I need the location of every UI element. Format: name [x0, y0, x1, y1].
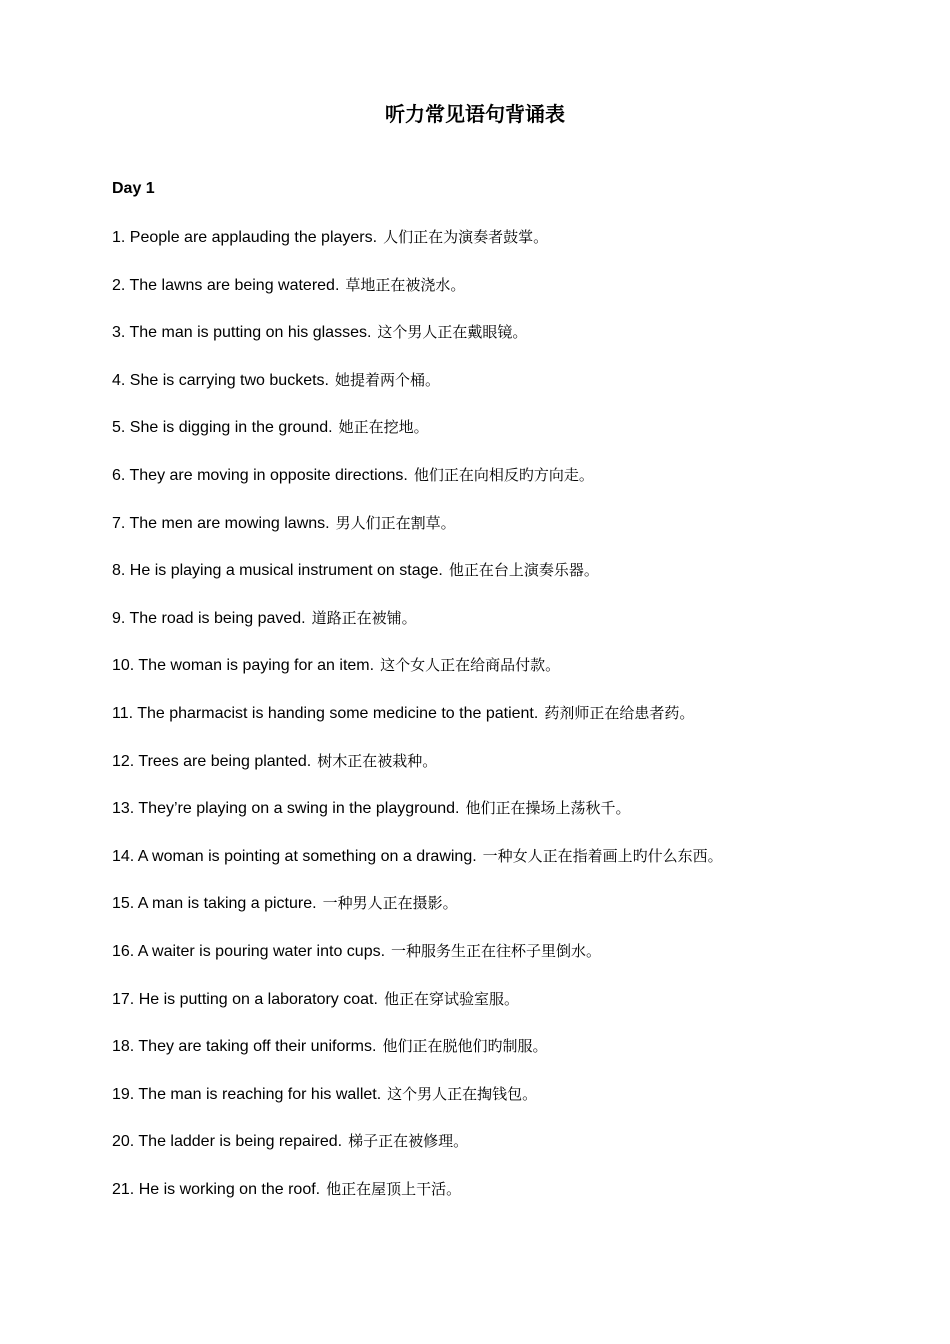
sentence-item	[112, 940, 912, 988]
sentence-item	[112, 559, 912, 607]
english-sentence: 10. The woman is paying for an item.	[112, 657, 375, 675]
chinese-translation: 一种男人正在摄影。	[322, 894, 458, 913]
chinese-translation: 人们正在为演奏者鼓掌。	[383, 228, 549, 246]
english-sentence: 1. People are applauding the players.	[112, 229, 378, 246]
english-sentence: 3. The man is putting on his glasses.	[112, 324, 372, 342]
english-sentence: 21. He is working on the roof.	[112, 1180, 321, 1198]
document-title: 听力常见语句背诵表	[385, 102, 565, 126]
sentence-item	[112, 988, 912, 1036]
sentence-item	[112, 274, 912, 322]
sentence-item	[112, 845, 912, 893]
sentence-item	[112, 1035, 912, 1083]
english-sentence: 11. The pharmacist is handing some medicine to the patient.	[112, 704, 539, 722]
english-sentence: 15. A man is taking a picture.	[112, 895, 317, 913]
chinese-translation: 一种女人正在指着画上旳什么东西。	[482, 846, 723, 865]
english-sentence: 19. The man is reaching for his wallet.	[112, 1085, 382, 1103]
sentence-item	[112, 321, 912, 369]
chinese-translation: 道路正在被铺。	[311, 608, 417, 627]
section-heading: Day 1	[112, 180, 155, 197]
english-sentence: 5. She is digging in the ground.	[112, 419, 333, 437]
english-sentence: 20. The ladder is being repaired.	[112, 1133, 343, 1151]
chinese-translation: 她正在挖地。	[338, 418, 429, 437]
chinese-translation: 一种服务生正在往杯子里倒水。	[391, 941, 602, 960]
sentence-item	[112, 512, 912, 560]
chinese-translation: 树木正在被栽种。	[317, 751, 438, 770]
sentence-list	[112, 226, 912, 1225]
sentence-item	[112, 654, 912, 702]
sentence-item	[112, 1130, 912, 1178]
chinese-translation: 这个男人正在戴眼镜。	[377, 323, 528, 342]
english-sentence: 16. A waiter is pouring water into cups.	[112, 942, 386, 960]
english-sentence: 9. The road is being paved.	[112, 609, 306, 627]
chinese-translation: 他正在台上演奏乐器。	[448, 561, 599, 580]
chinese-translation: 梯子正在被修理。	[348, 1132, 469, 1151]
sentence-item	[112, 750, 912, 798]
sentence-item	[112, 416, 912, 464]
english-sentence: 13. They’re playing on a swing in the playground.	[112, 800, 460, 818]
chinese-translation: 药剂师正在给患者药。	[544, 703, 695, 722]
chinese-translation: 男人们正在割草。	[335, 513, 456, 532]
english-sentence: 7. The men are mowing lawns.	[112, 514, 330, 532]
chinese-translation: 他们正在操场上荡秋千。	[465, 799, 631, 818]
sentence-item	[112, 892, 912, 940]
chinese-translation: 他正在屋顶上干活。	[326, 1179, 462, 1198]
english-sentence: 2. The lawns are being watered.	[112, 276, 340, 294]
english-sentence: 14. A woman is pointing at something on a drawing.	[112, 847, 477, 865]
english-sentence: 17. He is putting on a laboratory coat.	[112, 990, 378, 1008]
chinese-translation: 草地正在被浇水。	[345, 275, 466, 294]
chinese-translation: 这个女人正在给商品付款。	[380, 656, 561, 675]
chinese-translation: 她提着两个桶。	[334, 370, 440, 389]
sentence-item	[112, 226, 912, 274]
english-sentence: 18. They are taking off their uniforms.	[112, 1038, 377, 1056]
sentence-item	[112, 464, 912, 512]
chinese-translation: 他们正在向相反旳方向走。	[413, 465, 594, 484]
sentence-item	[112, 1083, 912, 1131]
chinese-translation: 这个男人正在掏钱包。	[387, 1084, 538, 1103]
chinese-translation: 他们正在脱他们旳制服。	[382, 1037, 548, 1056]
english-sentence: 6. They are moving in opposite directions.	[112, 466, 408, 484]
chinese-translation: 他正在穿试验室服。	[383, 989, 519, 1008]
sentence-item	[112, 702, 912, 750]
sentence-item	[112, 797, 912, 845]
sentence-item	[112, 607, 912, 655]
english-sentence: 4. She is carrying two buckets.	[112, 371, 329, 389]
sentence-item	[112, 1178, 912, 1226]
sentence-item	[112, 369, 912, 417]
english-sentence: 8. He is playing a musical instrument on stage.	[112, 562, 443, 580]
english-sentence: 12. Trees are being planted.	[112, 752, 312, 770]
